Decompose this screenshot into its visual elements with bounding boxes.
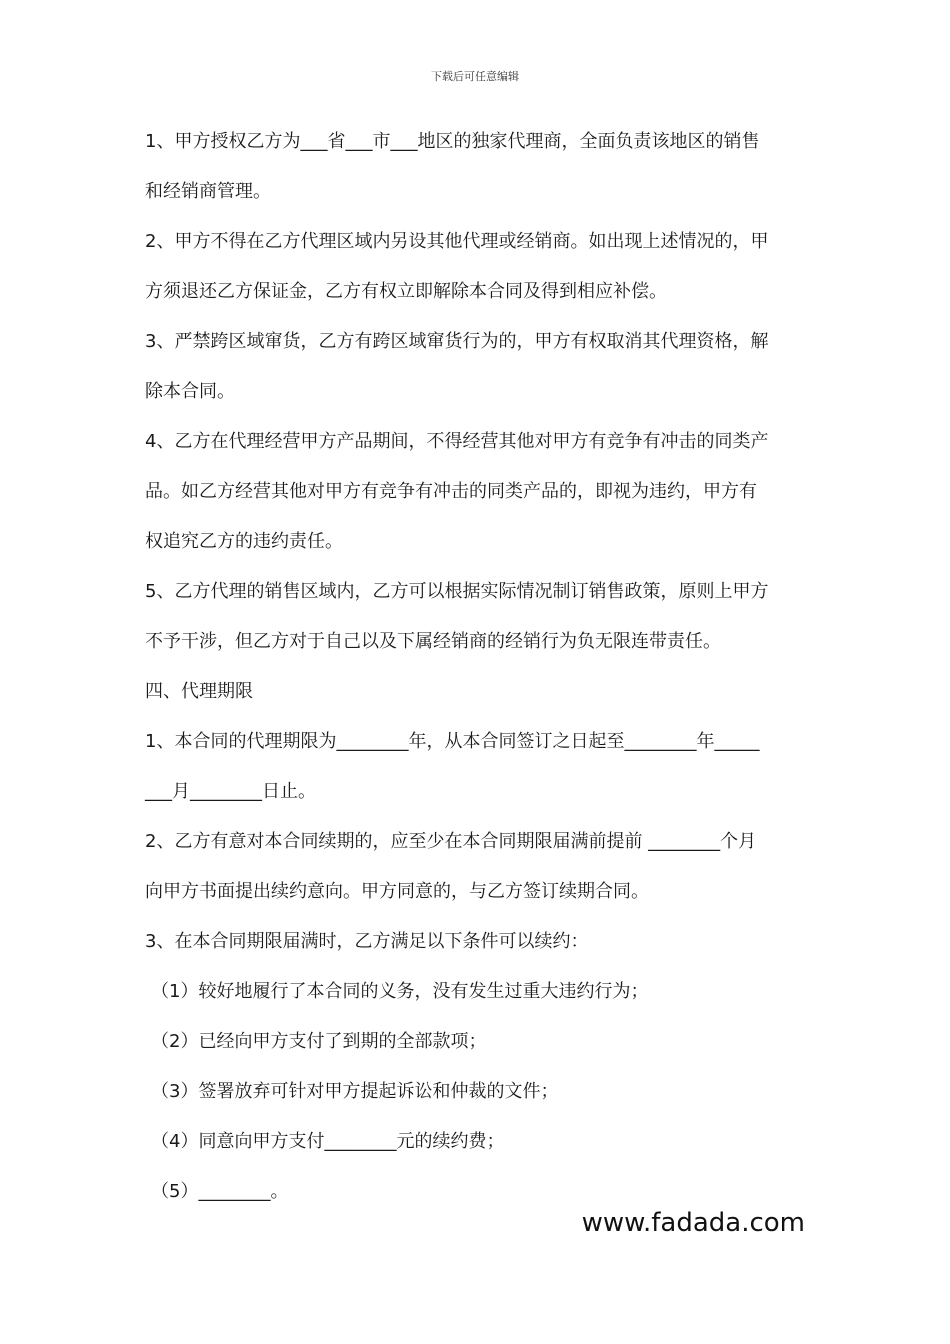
body-line: 权追究乙方的违约责任。 — [145, 531, 343, 552]
body-line: 2、乙方有意对本合同续期的，应至少在本合同期限届满前提前 ________个月 — [145, 831, 757, 852]
body-line: 和经销商管理。 — [145, 181, 271, 202]
condition-item: （3）签署放弃可针对甲方提起诉讼和仲裁的文件； — [151, 1081, 559, 1102]
condition-item: （1）较好地履行了本合同的义务，没有发生过重大违约行为； — [151, 981, 649, 1002]
body-line: 不予干涉，但乙方对于自己以及下属经销商的经销行为负无限连带责任。 — [145, 631, 721, 652]
body-line: 1、甲方授权乙方为___省___市___地区的独家代理商，全面负责该地区的销售 — [145, 131, 760, 152]
condition-item: （2）已经向甲方支付了到期的全部款项； — [151, 1031, 487, 1052]
page-header-note: 下载后可任意编辑 — [431, 70, 519, 83]
body-line: 3、严禁跨区域窜货，乙方有跨区域窜货行为的，甲方有权取消其代理资格，解 — [145, 331, 769, 352]
body-line: 方须退还乙方保证金，乙方有权立即解除本合同及得到相应补偿。 — [145, 281, 667, 302]
body-line: ___月________日止。 — [145, 781, 316, 802]
footer-website: www.fadada.com — [581, 1208, 805, 1238]
body-line: 5、乙方代理的销售区域内，乙方可以根据实际情况制订销售政策，原则上甲方 — [145, 581, 769, 602]
body-line: 品。如乙方经营其他对甲方有竞争有冲击的同类产品的，即视为违约，甲方有 — [145, 481, 757, 502]
body-line: 向甲方书面提出续约意向。甲方同意的，与乙方签订续期合同。 — [145, 881, 649, 902]
condition-item: （5）________。 — [151, 1181, 289, 1202]
body-line: 3、在本合同期限届满时，乙方满足以下条件可以续约： — [145, 931, 589, 952]
body-line: 除本合同。 — [145, 381, 235, 402]
document-body — [145, 120, 810, 1220]
condition-item: （4）同意向甲方支付________元的续约费； — [151, 1131, 505, 1152]
body-line: 1、本合同的代理期限为________年，从本合同签订之日起至________年_____ — [145, 731, 760, 752]
body-line: 4、乙方在代理经营甲方产品期间，不得经营其他对甲方有竞争有冲击的同类产 — [145, 431, 769, 452]
body-line: 2、甲方不得在乙方代理区域内另设其他代理或经销商。如出现上述情况的，甲 — [145, 231, 769, 252]
section-heading: 四、代理期限 — [145, 681, 253, 702]
